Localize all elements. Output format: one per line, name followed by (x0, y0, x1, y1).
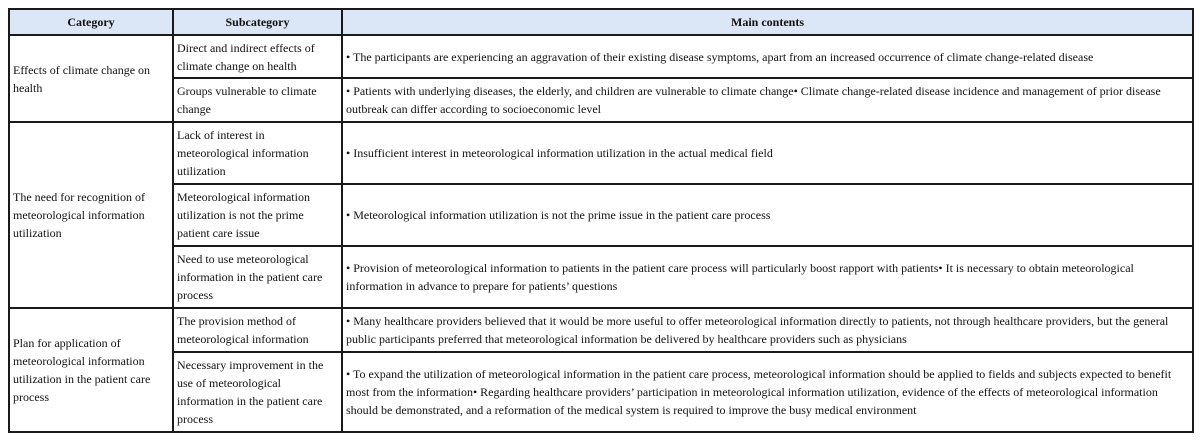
main-contents-cell: • Patients with underlying diseases, the elderly, and children are vulnerable to climate change• Climate change-related disease incidence and management of prior disease outbreak can differ according to socioeconomic level (342, 78, 1193, 122)
main-contents-cell: • The participants are experiencing an aggravation of their existing disease symptoms, apart from an increased occurrence of climate change-related disease (342, 35, 1193, 78)
header-main-contents: Main contents (342, 9, 1193, 35)
table-row (9, 246, 1193, 308)
subcategory-cell: Lack of interest in meteorological information utilization (173, 122, 342, 184)
subcategory-cell: Meteorological information utilization is not the prime patient care issue (173, 184, 342, 246)
subcategory-cell: The provision method of meteorological information (173, 308, 342, 352)
table-row (9, 352, 1193, 432)
header-subcategory: Subcategory (173, 9, 342, 35)
category-cell: Plan for application of meteorological information utilization in the patient care process (9, 308, 173, 432)
contents-table (8, 8, 1194, 433)
subcategory-cell: Groups vulnerable to climate change (173, 78, 342, 122)
header-category: Category (9, 9, 173, 35)
subcategory-cell: Need to use meteorological information in the patient care process (173, 246, 342, 308)
table-row (9, 184, 1193, 246)
category-cell: Effects of climate change on health (9, 35, 173, 122)
table-row (9, 122, 1193, 184)
main-contents-cell: • Insufficient interest in meteorological information utilization in the actual medical field (342, 122, 1193, 184)
header-row (9, 9, 1193, 35)
main-contents-cell: • Many healthcare providers believed that it would be more useful to offer meteorological information directly to patients, not through healthcare providers, but the general public participants preferred that meteorological information be delivered by healthcare providers such as physicians (342, 308, 1193, 352)
table-container (8, 8, 1194, 433)
main-contents-cell: • Meteorological information utilization is not the prime issue in the patient care process (342, 184, 1193, 246)
main-contents-cell: • To expand the utilization of meteorological information in the patient care process, meteorological information should be applied to fields and subjects expected to benefit most from the information• Regarding healthcare providers’ participation in meteorological information utilization, evidence of the effects of meteorological information should be demonstrated, and a reformation of the medical system is required to improve the busy medical environment (342, 352, 1193, 432)
table-row (9, 308, 1193, 352)
table-row (9, 78, 1193, 122)
table-row (9, 35, 1193, 78)
subcategory-cell: Necessary improvement in the use of meteorological information in the patient care process (173, 352, 342, 432)
subcategory-cell: Direct and indirect effects of climate change on health (173, 35, 342, 78)
category-cell: The need for recognition of meteorological information utilization (9, 122, 173, 308)
main-contents-cell: • Provision of meteorological information to patients in the patient care process will particularly boost rapport with patients• It is necessary to obtain meteorological information in advance to prepare for patients’ questions (342, 246, 1193, 308)
